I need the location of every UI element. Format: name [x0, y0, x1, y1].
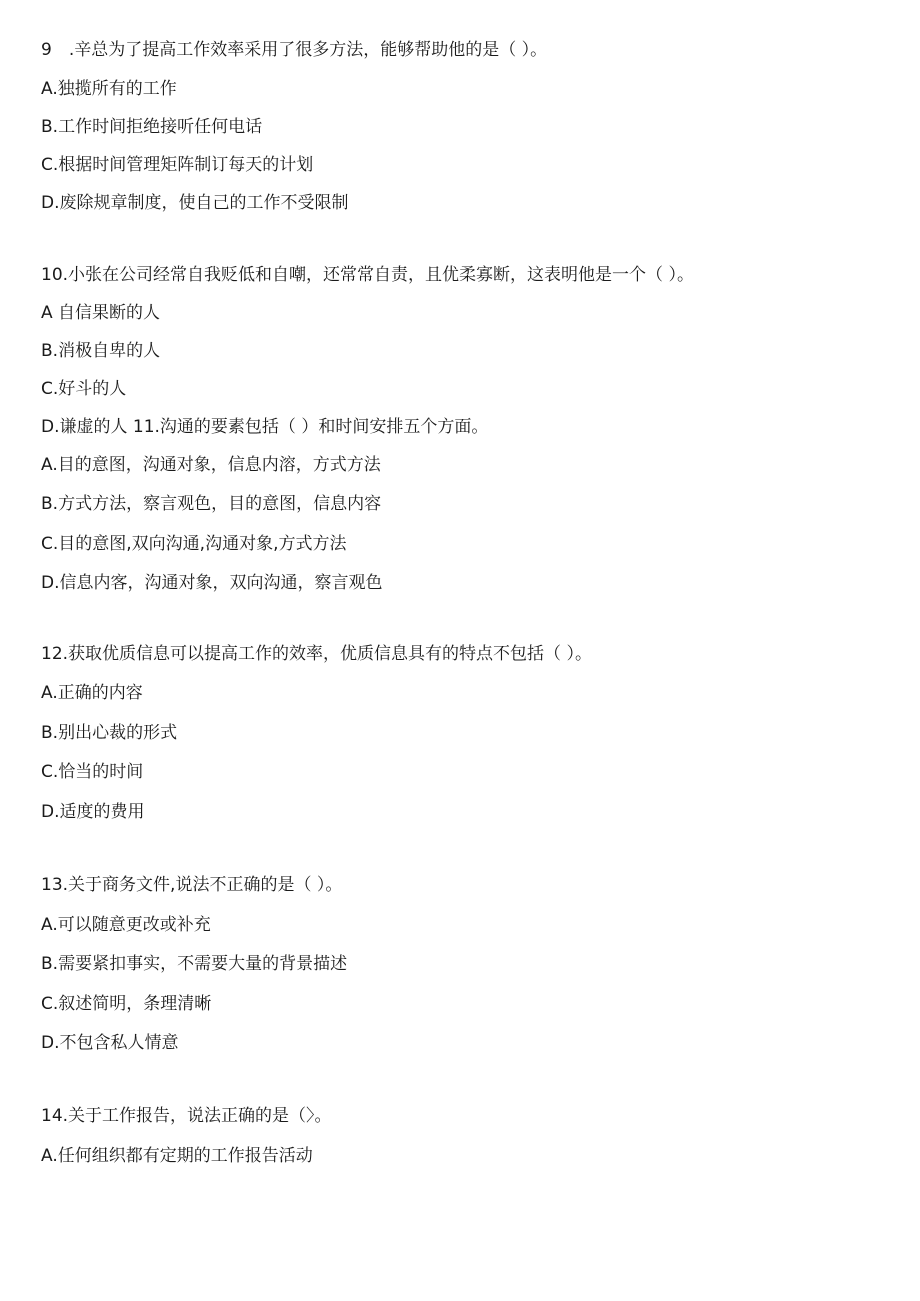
- question-12-option-b: B.别出心裁的形式: [41, 723, 178, 743]
- question-13-stem: 13.关于商务文件,说法不正确的是（ ）。: [41, 875, 343, 895]
- question-10-option-a: A 自信果断的人: [41, 303, 161, 323]
- question-10-stem: 10.小张在公司经常自我贬低和自嘲，还常常自责，且优柔寡断，这表明他是一个（ ）。: [41, 265, 694, 285]
- question-12-stem: 12.获取优质信息可以提高工作的效率，优质信息具有的特点不包括（ ）。: [41, 644, 592, 664]
- question-13-option-b: B.需要紧扣事实，不需要大量的背景描述: [41, 954, 348, 974]
- question-13-option-c: C.叙述简明，条理清晰: [41, 994, 212, 1014]
- question-12-option-d: D.适度的费用: [41, 802, 145, 822]
- question-13-option-d: D.不包含私人情意: [41, 1033, 179, 1053]
- question-11-option-b: B.方式方法，察言观色，目的意图，信息内容: [41, 494, 382, 514]
- question-10-option-d-question-11-stem: D.谦虚的人 11.沟通的要素包括（ ）和时间安排五个方面。: [41, 417, 489, 437]
- question-9-option-d: D.废除规章制度，使自己的工作不受限制: [41, 193, 349, 213]
- question-14-stem: 14.关于工作报告，说法正确的是（〉。: [41, 1106, 332, 1126]
- question-12-option-a: A.正确的内容: [41, 683, 143, 703]
- question-9-stem: 9 .辛总为了提高工作效率采用了很多方法，能够帮助他的是（ ）。: [41, 40, 548, 60]
- question-11-option-a: A.目的意图，沟通对象，信息内溶，方式方法: [41, 455, 381, 475]
- question-9-option-c: C.根据时间管理矩阵制订每天的计划: [41, 155, 314, 175]
- question-11-option-c: C.目的意图,双向沟通,沟通对象,方式方法: [41, 534, 347, 554]
- question-13-option-a: A.可以随意更改或补充: [41, 915, 211, 935]
- question-9-option-b: B.工作时间拒绝接听任何电话: [41, 117, 263, 137]
- question-9-option-a: A.独揽所有的工作: [41, 79, 177, 99]
- question-11-option-d: D.信息内客，沟通对象，双向沟通，察言观色: [41, 573, 383, 593]
- question-14-option-a: A.任何组织都有定期的工作报告活动: [41, 1146, 313, 1166]
- question-10-option-b: B.消极自卑的人: [41, 341, 161, 361]
- question-10-option-c: C.好斗的人: [41, 379, 127, 399]
- question-12-option-c: C.恰当的时间: [41, 762, 144, 782]
